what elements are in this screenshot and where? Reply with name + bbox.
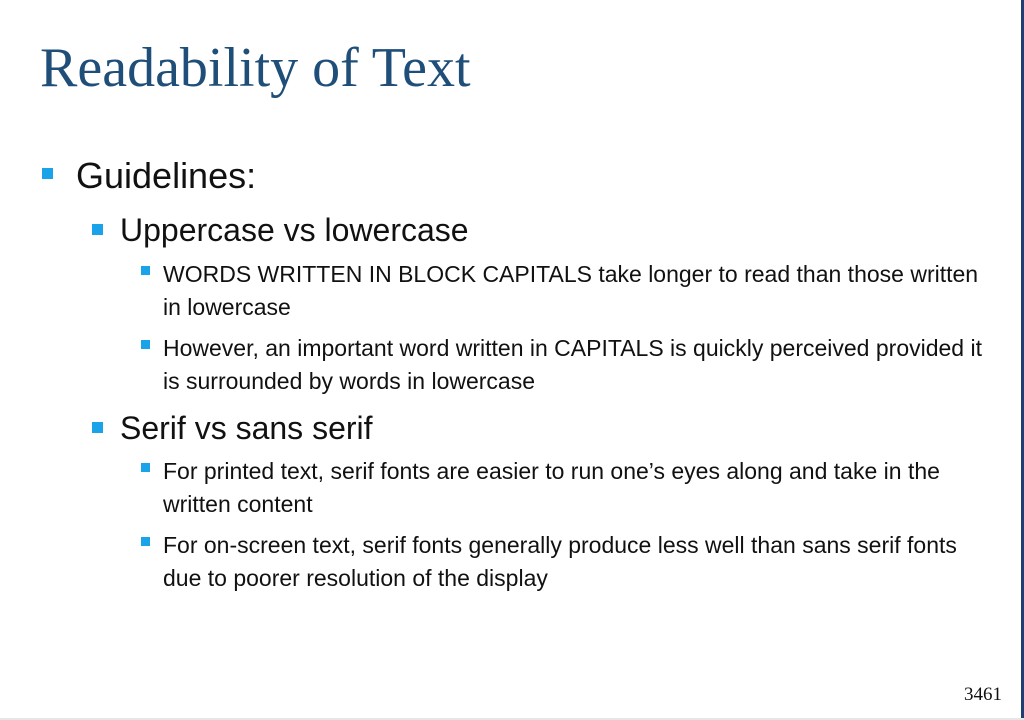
square-bullet-icon <box>141 537 150 546</box>
bullet-text: However, an important word written in CAPITALS is quickly perceived provided it is surrounded by words in lowercase <box>163 335 982 394</box>
bullet-text: Guidelines: <box>76 155 257 196</box>
bullet-text: Uppercase vs lowercase <box>120 212 469 248</box>
bullet-text: Serif vs sans serif <box>120 410 373 446</box>
bullet-text: WORDS WRITTEN IN BLOCK CAPITALS take longer to read than those written in lowercase <box>163 261 979 320</box>
slide-title: Readability of Text <box>40 37 471 99</box>
bullet-text: For on-screen text, serif fonts generally produce less well than sans serif fonts due to poorer resolution of the display <box>163 532 957 591</box>
square-bullet-icon <box>42 168 53 179</box>
square-bullet-icon <box>141 266 150 275</box>
square-bullet-icon <box>141 463 150 472</box>
page-number: 3461 <box>964 684 1002 705</box>
bullet-text: For printed text, serif fonts are easier to run one’s eyes along and take in the written content <box>163 458 940 517</box>
square-bullet-icon <box>92 422 103 433</box>
square-bullet-icon <box>92 224 103 235</box>
square-bullet-icon <box>141 340 150 349</box>
